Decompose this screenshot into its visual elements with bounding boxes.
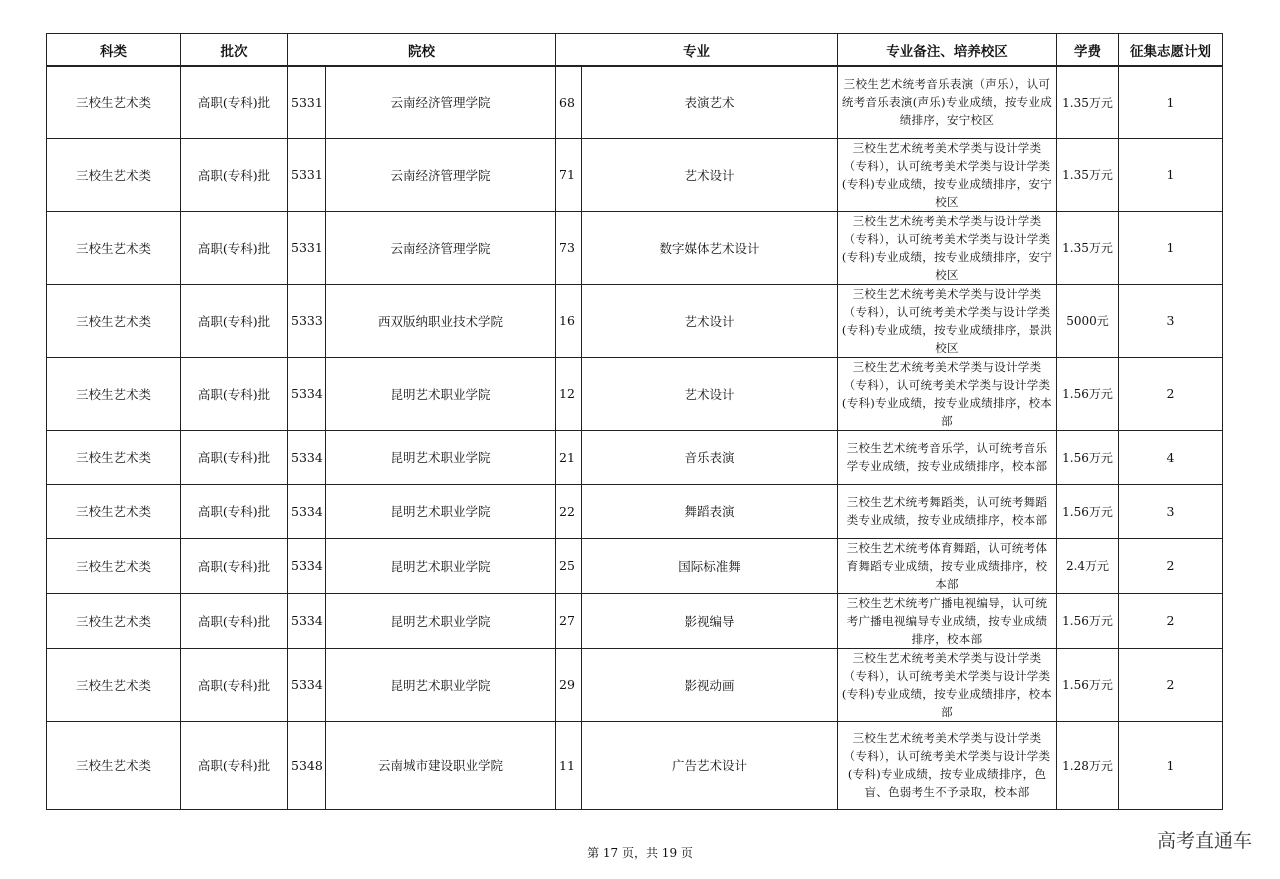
note-cell: 三校生艺术统考音乐学，认可统考音乐学专业成绩，按专业成绩排序，校本部 — [838, 430, 1057, 484]
school-name-cell: 昆明艺术职业学院 — [326, 430, 556, 484]
category-cell: 三校生艺术类 — [47, 538, 181, 593]
fee-cell: 1.56万元 — [1057, 484, 1119, 538]
plan-cell: 3 — [1119, 484, 1223, 538]
major-code-cell: 16 — [556, 284, 582, 357]
major-name-cell: 音乐表演 — [582, 430, 838, 484]
category-cell: 三校生艺术类 — [47, 430, 181, 484]
major-code-cell: 73 — [556, 211, 582, 284]
major-code-cell: 11 — [556, 721, 582, 809]
batch-cell: 高职(专科)批 — [181, 648, 288, 721]
school-code-cell: 5331 — [288, 211, 326, 284]
major-name-cell: 艺术设计 — [582, 138, 838, 211]
header-school: 院校 — [288, 34, 556, 67]
major-name-cell: 艺术设计 — [582, 357, 838, 430]
major-code-cell: 25 — [556, 538, 582, 593]
plan-cell: 2 — [1119, 357, 1223, 430]
admission-plan-table — [46, 33, 1223, 810]
major-code-cell: 12 — [556, 357, 582, 430]
major-name-cell: 艺术设计 — [582, 284, 838, 357]
batch-cell: 高职(专科)批 — [181, 357, 288, 430]
major-name-cell: 影视动画 — [582, 648, 838, 721]
header-batch: 批次 — [181, 34, 288, 67]
note-cell: 三校生艺术统考美术学类与设计学类（专科），认可统考美术学类与设计学类(专科)专业成绩，按专业成绩排序，色盲、色弱考生不予录取，校本部 — [838, 721, 1057, 809]
note-cell: 三校生艺术统考美术学类与设计学类（专科），认可统考美术学类与设计学类(专科)专业成绩，按专业成绩排序，安宁校区 — [838, 211, 1057, 284]
note-cell: 三校生艺术统考美术学类与设计学类（专科），认可统考美术学类与设计学类(专科)专业成绩，按专业成绩排序，安宁校区 — [838, 138, 1057, 211]
category-cell: 三校生艺术类 — [47, 138, 181, 211]
major-code-cell: 68 — [556, 66, 582, 138]
school-name-cell: 云南经济管理学院 — [326, 66, 556, 138]
school-code-cell: 5334 — [288, 357, 326, 430]
table-row — [47, 538, 1223, 593]
school-code-cell: 5348 — [288, 721, 326, 809]
fee-cell: 1.35万元 — [1057, 66, 1119, 138]
plan-cell: 3 — [1119, 284, 1223, 357]
header-note: 专业备注、培养校区 — [838, 34, 1057, 67]
table-row — [47, 138, 1223, 211]
major-name-cell: 数字媒体艺术设计 — [582, 211, 838, 284]
school-name-cell: 昆明艺术职业学院 — [326, 484, 556, 538]
school-name-cell: 昆明艺术职业学院 — [326, 593, 556, 648]
fee-cell: 1.35万元 — [1057, 138, 1119, 211]
category-cell: 三校生艺术类 — [47, 484, 181, 538]
table-row — [47, 284, 1223, 357]
note-cell: 三校生艺术统考舞蹈类，认可统考舞蹈类专业成绩，按专业成绩排序，校本部 — [838, 484, 1057, 538]
school-code-cell: 5334 — [288, 538, 326, 593]
category-cell: 三校生艺术类 — [47, 648, 181, 721]
school-name-cell: 云南经济管理学院 — [326, 138, 556, 211]
batch-cell: 高职(专科)批 — [181, 593, 288, 648]
school-code-cell: 5333 — [288, 284, 326, 357]
header-fee: 学费 — [1057, 34, 1119, 67]
batch-cell: 高职(专科)批 — [181, 211, 288, 284]
school-code-cell: 5331 — [288, 66, 326, 138]
page-number-footer: 第 17 页，共 19 页 — [587, 846, 693, 860]
plan-cell: 4 — [1119, 430, 1223, 484]
note-cell: 三校生艺术统考广播电视编导，认可统考广播电视编导专业成绩，按专业成绩排序，校本部 — [838, 593, 1057, 648]
category-cell: 三校生艺术类 — [47, 66, 181, 138]
category-cell: 三校生艺术类 — [47, 211, 181, 284]
fee-cell: 2.4万元 — [1057, 538, 1119, 593]
major-code-cell: 71 — [556, 138, 582, 211]
fee-cell: 1.56万元 — [1057, 430, 1119, 484]
fee-cell: 5000元 — [1057, 284, 1119, 357]
fee-cell: 1.56万元 — [1057, 648, 1119, 721]
major-code-cell: 29 — [556, 648, 582, 721]
fee-cell: 1.56万元 — [1057, 593, 1119, 648]
major-name-cell: 影视编导 — [582, 593, 838, 648]
batch-cell: 高职(专科)批 — [181, 138, 288, 211]
table-row — [47, 66, 1223, 138]
note-cell: 三校生艺术统考体育舞蹈，认可统考体育舞蹈专业成绩，按专业成绩排序，校本部 — [838, 538, 1057, 593]
plan-cell: 2 — [1119, 648, 1223, 721]
fee-cell: 1.35万元 — [1057, 211, 1119, 284]
major-code-cell: 21 — [556, 430, 582, 484]
school-name-cell: 昆明艺术职业学院 — [326, 648, 556, 721]
header-plan: 征集志愿计划 — [1119, 34, 1223, 67]
fee-cell: 1.56万元 — [1057, 357, 1119, 430]
major-code-cell: 22 — [556, 484, 582, 538]
header-major: 专业 — [556, 34, 838, 67]
batch-cell: 高职(专科)批 — [181, 66, 288, 138]
note-cell: 三校生艺术统考美术学类与设计学类（专科），认可统考美术学类与设计学类(专科)专业成绩，按专业成绩排序，校本部 — [838, 357, 1057, 430]
category-cell: 三校生艺术类 — [47, 721, 181, 809]
table-row — [47, 593, 1223, 648]
batch-cell: 高职(专科)批 — [181, 284, 288, 357]
school-code-cell: 5334 — [288, 484, 326, 538]
major-name-cell: 广告艺术设计 — [582, 721, 838, 809]
batch-cell: 高职(专科)批 — [181, 484, 288, 538]
school-name-cell: 昆明艺术职业学院 — [326, 538, 556, 593]
watermark-logo: 高考直通车 — [1156, 830, 1252, 852]
plan-cell: 1 — [1119, 66, 1223, 138]
note-cell: 三校生艺术统考音乐表演（声乐），认可统考音乐表演(声乐)专业成绩，按专业成绩排序，安宁校区 — [838, 66, 1057, 138]
category-cell: 三校生艺术类 — [47, 593, 181, 648]
major-code-cell: 27 — [556, 593, 582, 648]
school-name-cell: 西双版纳职业技术学院 — [326, 284, 556, 357]
note-cell: 三校生艺术统考美术学类与设计学类（专科），认可统考美术学类与设计学类(专科)专业成绩，按专业成绩排序，景洪校区 — [838, 284, 1057, 357]
plan-cell: 2 — [1119, 538, 1223, 593]
school-code-cell: 5334 — [288, 430, 326, 484]
table-row — [47, 430, 1223, 484]
plan-cell: 1 — [1119, 138, 1223, 211]
major-name-cell: 表演艺术 — [582, 66, 838, 138]
plan-cell: 1 — [1119, 721, 1223, 809]
batch-cell: 高职(专科)批 — [181, 538, 288, 593]
major-name-cell: 国际标准舞 — [582, 538, 838, 593]
school-name-cell: 昆明艺术职业学院 — [326, 357, 556, 430]
batch-cell: 高职(专科)批 — [181, 430, 288, 484]
school-code-cell: 5331 — [288, 138, 326, 211]
table-row — [47, 484, 1223, 538]
school-name-cell: 云南经济管理学院 — [326, 211, 556, 284]
table-header-row — [47, 34, 1223, 67]
header-category: 科类 — [47, 34, 181, 67]
table-row — [47, 357, 1223, 430]
plan-cell: 2 — [1119, 593, 1223, 648]
school-name-cell: 云南城市建设职业学院 — [326, 721, 556, 809]
category-cell: 三校生艺术类 — [47, 284, 181, 357]
fee-cell: 1.28万元 — [1057, 721, 1119, 809]
major-name-cell: 舞蹈表演 — [582, 484, 838, 538]
table-row — [47, 211, 1223, 284]
school-code-cell: 5334 — [288, 648, 326, 721]
note-cell: 三校生艺术统考美术学类与设计学类（专科），认可统考美术学类与设计学类(专科)专业成绩，按专业成绩排序，校本部 — [838, 648, 1057, 721]
batch-cell: 高职(专科)批 — [181, 721, 288, 809]
table-row — [47, 721, 1223, 809]
plan-cell: 1 — [1119, 211, 1223, 284]
category-cell: 三校生艺术类 — [47, 357, 181, 430]
school-code-cell: 5334 — [288, 593, 326, 648]
table-row — [47, 648, 1223, 721]
